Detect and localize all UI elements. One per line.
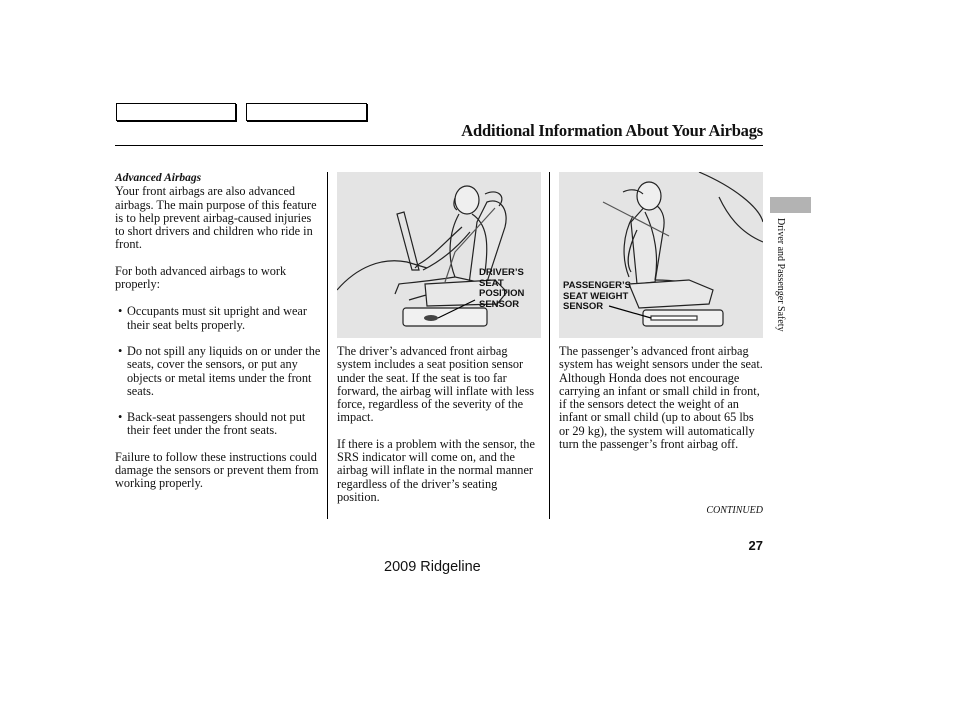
section-tab-icon[interactable] — [770, 197, 811, 213]
nav-button-1[interactable] — [116, 103, 236, 121]
bullet-dot-icon: • — [118, 410, 123, 425]
column-1 — [115, 172, 323, 491]
bullet-dot-icon: • — [118, 343, 123, 358]
continued-label: CONTINUED — [706, 505, 763, 516]
driver-seat-illustration-icon — [337, 172, 541, 338]
column-2 — [337, 345, 543, 504]
bullet-dot-icon: • — [118, 304, 123, 319]
bullet-text: Back-seat passengers should not put their feet under the front seats. — [127, 410, 306, 438]
driver-seat-figure — [337, 172, 541, 338]
side-tab-label: Driver and Passenger Safety — [775, 218, 786, 332]
col1-paragraph-3: Failure to follow these instructions could damage the sensors or prevent them from working properly. — [115, 449, 319, 491]
passenger-seat-figure — [559, 172, 763, 338]
passenger-seat-illustration-icon — [559, 172, 763, 338]
column-3 — [559, 345, 763, 451]
page-title: Additional Information About Your Airbags — [461, 121, 763, 140]
col2-paragraph-1: The driver’s advanced front airbag system includes a seat position sensor under the seat. If the seat is too far forward, the airbag will inflate with less force, regardless of the severity of the impact. — [337, 344, 535, 425]
col1-paragraph-2: For both advanced airbags to work properly: — [115, 263, 287, 292]
title-rule — [115, 145, 763, 146]
driver-sensor-label: DRIVER’S SEAT POSITION SENSOR — [479, 267, 525, 310]
nav-button-2[interactable] — [246, 103, 367, 121]
passenger-sensor-label: PASSENGER’S SEAT WEIGHT SENSOR — [563, 280, 631, 313]
bullet-item — [115, 411, 323, 438]
page-number: 27 — [748, 538, 763, 553]
bullet-text: Do not spill any liquids on or under the seats, cover the sensors, or put any objects or metal items under the front seats. — [127, 343, 321, 398]
col3-paragraph-1: The passenger’s advanced front airbag system has weight sensors under the seat. Although Honda does not encourage carrying an infant or small child in front, if the sensors detect the weight of an infant or small child (up to about 65 lbs or 29 kg), the system will automatically turn the passenger’s front airbag off. — [559, 344, 763, 452]
column-divider — [549, 172, 550, 519]
bullet-item — [115, 345, 323, 398]
bullet-text: Occupants must sit upright and wear their seat belts properly. — [127, 304, 307, 332]
col1-paragraph-1: Your front airbags are also advanced airbags. The main purpose of this feature is to help prevent airbag-caused injuries to short drivers and children who ride in front. — [115, 184, 317, 252]
column-divider — [327, 172, 328, 519]
footer-model: 2009 Ridgeline — [384, 559, 481, 575]
section-heading: Advanced Airbags — [115, 172, 202, 184]
col2-paragraph-2: If there is a problem with the sensor, the SRS indicator will come on, and the airbag will inflate in the normal manner regardless of the driver’s seating position. — [337, 436, 535, 504]
bullet-item — [115, 305, 323, 332]
